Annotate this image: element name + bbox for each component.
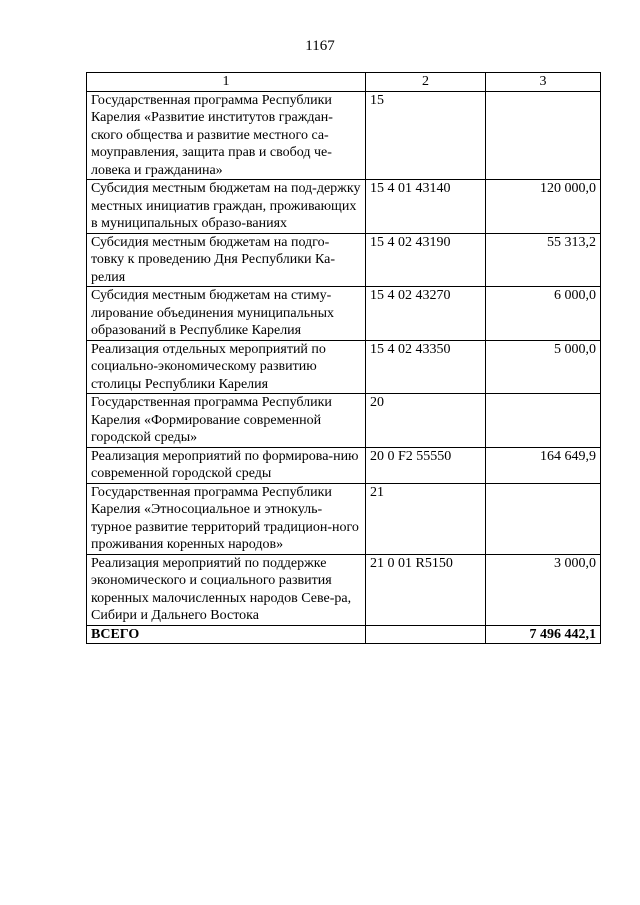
budget-table — [86, 72, 601, 644]
table-row — [87, 340, 601, 394]
row-name: Субсидия местным бюджетам на подго-товку к проведению Дня Республики Ка-релия — [87, 233, 366, 287]
column-header-2: 2 — [366, 73, 486, 92]
total-amount: 7 496 442,1 — [486, 625, 601, 644]
row-name: Государственная программа Республики Карелия «Этносоциальное и этнокуль-турное развитие территорий традицион-ного проживания коренных народов» — [87, 483, 366, 554]
row-name: Субсидия местным бюджетам на стиму-лирование объединения муниципальных образований в Республике Карелия — [87, 287, 366, 341]
row-code: 20 — [366, 394, 486, 448]
row-code: 15 4 02 43350 — [366, 340, 486, 394]
row-name: Реализация отдельных мероприятий по социально-экономическому развитию столицы Республики Карелия — [87, 340, 366, 394]
table-row — [87, 447, 601, 483]
table-header-row — [87, 73, 601, 92]
total-label: ВСЕГО — [87, 625, 366, 644]
row-code: 20 0 F2 55550 — [366, 447, 486, 483]
table-row — [87, 554, 601, 625]
row-code: 21 — [366, 483, 486, 554]
row-amount — [486, 483, 601, 554]
row-code: 15 4 02 43270 — [366, 287, 486, 341]
total-code — [366, 625, 486, 644]
row-code: 15 4 01 43140 — [366, 180, 486, 234]
row-name: Субсидия местным бюджетам на под-держку местных инициатив граждан, проживающих в муниципальных образо-ваниях — [87, 180, 366, 234]
row-amount — [486, 394, 601, 448]
row-amount: 3 000,0 — [486, 554, 601, 625]
row-amount: 120 000,0 — [486, 180, 601, 234]
table-row — [87, 483, 601, 554]
table-row — [87, 180, 601, 234]
total-row — [87, 625, 601, 644]
row-code: 15 4 02 43190 — [366, 233, 486, 287]
row-amount — [486, 91, 601, 180]
column-header-1: 1 — [87, 73, 366, 92]
row-code: 21 0 01 R5150 — [366, 554, 486, 625]
row-code: 15 — [366, 91, 486, 180]
row-name: Реализация мероприятий по поддержке экономического и социального развития коренных малочисленных народов Севе-ра, Сибири и Дальнего Востока — [87, 554, 366, 625]
table-row — [87, 287, 601, 341]
row-amount: 164 649,9 — [486, 447, 601, 483]
table-row — [87, 91, 601, 180]
column-header-3: 3 — [486, 73, 601, 92]
row-name: Государственная программа Республики Карелия «Формирование современной городской среды» — [87, 394, 366, 448]
row-amount: 6 000,0 — [486, 287, 601, 341]
row-name: Государственная программа Республики Карелия «Развитие институтов граждан-ского общества и развитие местного са-моуправления, защита прав и свобод че-ловека и гражданина» — [87, 91, 366, 180]
page-number: 1167 — [305, 38, 335, 54]
table-row — [87, 233, 601, 287]
row-amount: 5 000,0 — [486, 340, 601, 394]
row-amount: 55 313,2 — [486, 233, 601, 287]
table-row — [87, 394, 601, 448]
row-name: Реализация мероприятий по формирова-нию современной городской среды — [87, 447, 366, 483]
